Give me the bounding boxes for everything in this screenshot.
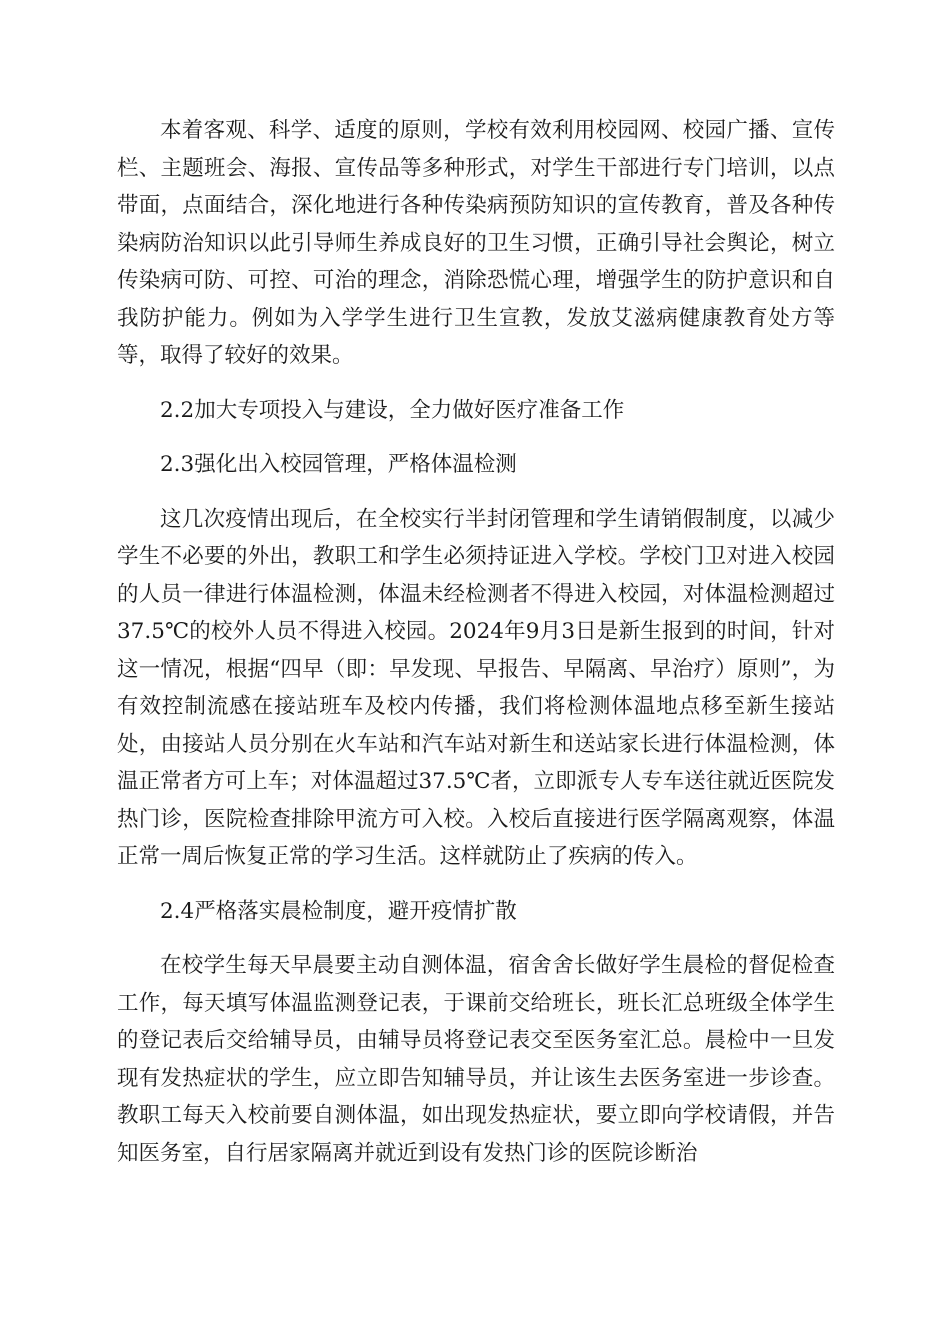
- document-body: [117, 112, 835, 1172]
- paragraph-morning-check: 在校学生每天早晨要主动自测体温，宿舍舍长做好学生晨检的督促检查工作，每天填写体温监测登记表，于课前交给班长，班长汇总班级全体学生的登记表后交给辅导员，由辅导员将登记表交至医务室汇总。晨检中一旦发现有发热症状的学生，应立即告知辅导员，并让该生去医务室进一步诊查。教职工每天入校前要自测体温，如出现发热症状，要立即向学校请假，并告知医务室，自行居家隔离并就近到设有发热门诊的医院诊断治: [117, 953, 835, 1166]
- section-heading-2-2: 2.2加大专项投入与建设，全力做好医疗准备工作: [160, 397, 625, 423]
- paragraph-campus-access: 这几次疫情出现后，在全校实行半封闭管理和学生请销假制度，以减少学生不必要的外出，教职工和学生必须持证进入学校。学校门卫对进入校园的人员一律进行体温检测，体温未经检测者不得进入校园，对体温检测超过37.5℃的校外人员不得进入校园。2024年9月3日是新生报到的时间，针对这一情况，根据“四早（即：早发现、早报告、早隔离、早治疗）原则”，为有效控制流感在接站班车及校内传播，我们将检测体温地点移至新生接站处，由接站人员分别在火车站和汽车站对新生和送站家长进行体温检测，体温正常者方可上车；对体温超过37.5℃者，立即派专人专车送往就近医院发热门诊，医院检查排除甲流方可入校。入校后直接进行医学隔离观察，体温正常一周后恢复正常的学习生活。这样就防止了疾病的传入。: [117, 506, 835, 869]
- paragraph-health-education: 本着客观、科学、适度的原则，学校有效利用校园网、校园广播、宣传栏、主题班会、海报、宣传品等多种形式，对学生干部进行专门培训，以点带面，点面结合，深化地进行各种传染病预防知识的宣传教育，普及各种传染病防治知识以此引导师生养成良好的卫生习惯，正确引导社会舆论，树立传染病可防、可控、可治的理念，消除恐慌心理，增强学生的防护意识和自我防护能力。例如为入学学生进行卫生宣教，发放艾滋病健康教育处方等等，取得了较好的效果。: [117, 118, 835, 368]
- section-heading-2-4: 2.4严格落实晨检制度，避开疫情扩散: [160, 898, 517, 924]
- section-heading-2-3: 2.3强化出入校园管理，严格体温检测: [160, 452, 517, 477]
